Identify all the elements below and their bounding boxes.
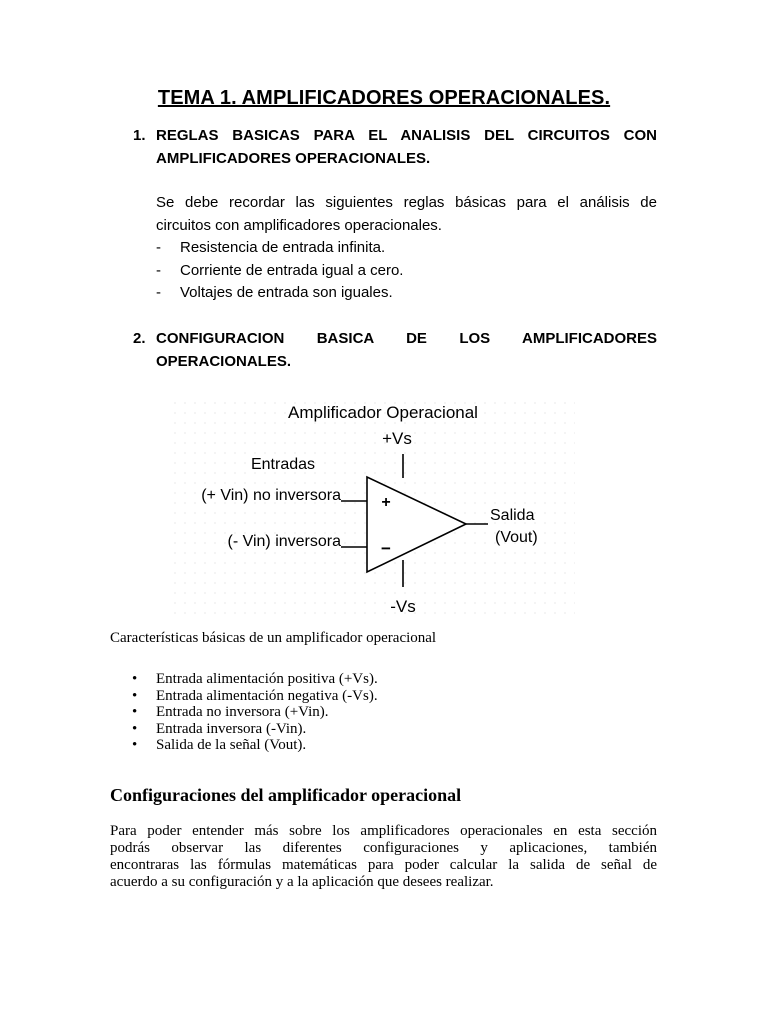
section-1-heading-line2: AMPLIFICADORES OPERACIONALES. xyxy=(156,150,431,167)
op-amp-diagram xyxy=(170,398,575,620)
section-1-intro xyxy=(156,192,657,237)
list-item xyxy=(132,737,378,754)
diagram-caption: Características básicas de un amplificador operacional xyxy=(110,630,437,646)
rule-text: Voltajes de entrada son iguales. xyxy=(180,284,393,301)
plus-sign: + xyxy=(381,494,391,511)
section-1-heading-line1: REGLAS BASICAS PARA EL ANALISIS DEL CIRCUITOS CON xyxy=(156,127,657,144)
section-2-heading xyxy=(133,327,657,373)
config-paragraph-line: Para poder entender más sobre los amplificadores operacionales en esta sección xyxy=(110,823,657,839)
inv-input-label: (- Vin) inversora xyxy=(227,533,341,550)
list-item-text: Entrada no inversora (+Vin). xyxy=(156,704,329,720)
rule-item xyxy=(156,260,403,283)
section-1-number: 1. xyxy=(133,127,146,144)
noninv-input-label: (+ Vin) no inversora xyxy=(201,487,341,504)
list-item xyxy=(132,721,378,738)
rule-text: Resistencia de entrada infinita. xyxy=(180,239,386,256)
bullet-glyph: • xyxy=(132,720,138,737)
rule-dash: - xyxy=(156,284,161,301)
bullet-glyph: • xyxy=(132,704,138,720)
inputs-label: Entradas xyxy=(250,456,316,473)
rule-dash: - xyxy=(156,261,161,279)
bullet-glyph: • xyxy=(132,687,138,704)
page-title: TEMA 1. AMPLIFICADORES OPERACIONALES. xyxy=(157,87,611,109)
list-item xyxy=(132,671,378,688)
list-item-text: Salida de la señal (Vout). xyxy=(156,737,307,753)
bullet-glyph: • xyxy=(132,671,138,687)
rule-item xyxy=(156,237,385,260)
rule-item xyxy=(156,282,393,305)
characteristics-list xyxy=(132,671,378,754)
config-heading: Configuraciones del amplificador operacional xyxy=(110,785,462,805)
section-2-number: 2. xyxy=(133,330,146,347)
section-1-intro-line2: circuitos con amplificadores operacionales. xyxy=(156,216,442,234)
vs-negative-label: -Vs xyxy=(390,597,416,616)
list-item xyxy=(132,688,378,705)
minus-sign: − xyxy=(381,539,391,558)
output-label: Salida xyxy=(490,507,535,524)
rule-text: Corriente de entrada igual a cero. xyxy=(180,261,404,279)
vs-positive-label: +Vs xyxy=(382,429,412,448)
list-item xyxy=(132,704,378,721)
diagram-title: Amplificador Operacional xyxy=(288,403,478,422)
list-item-text: Entrada alimentación negativa (-Vs). xyxy=(156,687,378,704)
config-paragraph xyxy=(110,823,657,891)
section-1-intro-line1: Se debe recordar las siguientes reglas básicas para el análisis de xyxy=(156,194,657,211)
config-paragraph-line: podrás observar las diferentes configuraciones y aplicaciones, también xyxy=(110,840,657,856)
list-item-text: Entrada inversora (-Vin). xyxy=(156,720,307,737)
section-1-heading xyxy=(133,124,657,170)
section-2-heading-line1: CONFIGURACION BASICA DE LOS AMPLIFICADORES xyxy=(156,330,657,347)
rule-dash: - xyxy=(156,239,161,256)
config-paragraph-line: encontraras las fórmulas matemáticas para poder calcular la salida de señal de xyxy=(110,857,657,873)
list-item-text: Entrada alimentación positiva (+Vs). xyxy=(156,671,378,687)
section-2-heading-line2: OPERACIONALES. xyxy=(156,353,292,370)
bullet-glyph: • xyxy=(132,737,138,753)
vout-label: (Vout) xyxy=(495,529,538,546)
config-paragraph-line: acuerdo a su configuración y a la aplicación que desees realizar. xyxy=(110,874,494,890)
